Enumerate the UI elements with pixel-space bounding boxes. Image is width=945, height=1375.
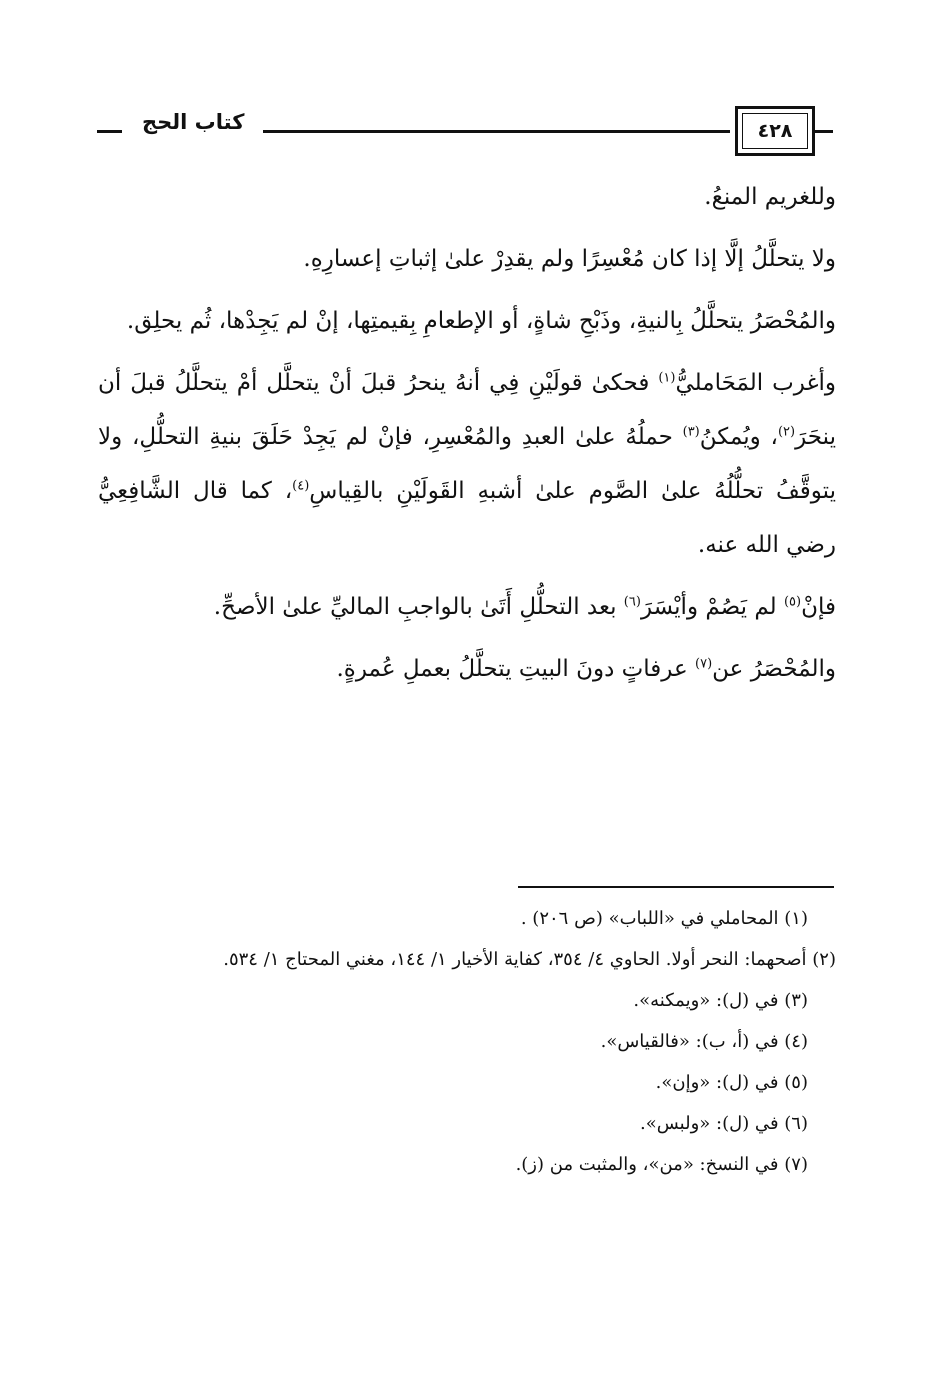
footnote-separator — [518, 886, 834, 888]
page-number: ٤٢٨ — [742, 113, 808, 149]
footnote-2: (٢) أصحهما: النحر أولا. الحاوي ٤/ ٣٥٤، كفاية الأخيار ١/ ١٤٤، مغني المحتاج ١/ ٥٣٤. — [223, 949, 836, 970]
paragraph-4-text: فحكىٰ قولَيْنِ فِي أنهُ ينحرُ قبلَ أنْ يتحلَّل أمْ يتحلَّلُ قبلَ أن ينحَرَ — [98, 370, 836, 450]
footnote-5: (٥) في (ل): «وإن». — [655, 1072, 808, 1093]
footnote-ref-7: (٧) — [695, 656, 713, 672]
paragraph-2: ولا يتحلَّلُ إلَّا إذا كان مُعْسِرًا ولم يقدِرْ علىٰ إثباتِ إعسارِهِ. — [303, 246, 836, 272]
footnote-ref-6: (٦) — [623, 594, 641, 610]
paragraph-4-text: وأغرب المَحَامليُّ — [675, 370, 836, 396]
header-rule-middle — [263, 130, 730, 133]
paragraph-6 — [98, 642, 836, 696]
paragraph-6-text: عرفاتٍ دونَ البيتِ يتحلَّلُ بعملِ عُمرةٍ. — [336, 656, 696, 682]
footnote-ref-3: (٣) — [682, 424, 700, 440]
paragraph-4-text: حملُهُ علىٰ العبدِ والمُعْسِرِ، فإنْ لم يَجِدْ حَلَقَ بنيةِ التحلُّلِ، ولا يتوقَّفُ تحلُّلُهُ علىٰ الصَّوم علىٰ أشبهِ القَولَيْنِ بالقِياسِ — [98, 424, 836, 504]
paragraph-4-text: ، كما قال الشَّافِعِيُّ رضي الله عنه. — [98, 478, 836, 558]
header-rule-left — [97, 130, 122, 133]
paragraph-5-text: لم يَصُمْ وأيْسَرَ — [640, 594, 784, 620]
footnote-ref-2: (٢) — [777, 424, 796, 440]
footnotes — [98, 898, 836, 1185]
footnote-4: (٤) في (أ، ب): «فالقياس». — [600, 1031, 808, 1052]
footnote-ref-1: (١) — [658, 370, 676, 386]
paragraph-1: وللغريم المنعُ. — [704, 184, 836, 210]
footnote-1: (١) المحاملي في «اللباب» (ص ٢٠٦) . — [520, 908, 808, 929]
footnote-7: (٧) في النسخ: «من»، والمثبت من (ز). — [515, 1154, 808, 1175]
paragraph-6-text: والمُحْصَرُ عن — [712, 656, 836, 682]
paragraph-4 — [98, 356, 836, 572]
header-rule-right — [815, 130, 833, 133]
footnote-6: (٦) في (ل): «ولبس». — [640, 1113, 808, 1134]
paragraph-3: والمُحْصَرُ يتحلَّلُ بِالنيةِ، وذَبْحِ شاةٍ، أو الإطعامِ بِقيمتِها، إنْ لم يَجِدْها، ثُم يحلِق. — [126, 308, 836, 334]
paragraph-5-text: بعد التحلُّلِ أَتَىٰ بالواجبِ الماليِّ علىٰ الأصحِّ. — [213, 594, 624, 620]
footnote-ref-4: (٤) — [292, 478, 310, 494]
main-text — [98, 170, 836, 704]
paragraph-4-text: ، ويُمكنُ — [699, 424, 778, 450]
paragraph-5 — [98, 580, 836, 634]
footnote-3: (٣) في (ل): «ويمكنه». — [633, 990, 808, 1011]
running-header-title: كتاب الحج — [142, 110, 245, 134]
paragraph-5-text: فإنْ — [801, 594, 836, 620]
page-number-frame — [735, 106, 815, 156]
footnote-ref-5: (٥) — [783, 594, 802, 610]
